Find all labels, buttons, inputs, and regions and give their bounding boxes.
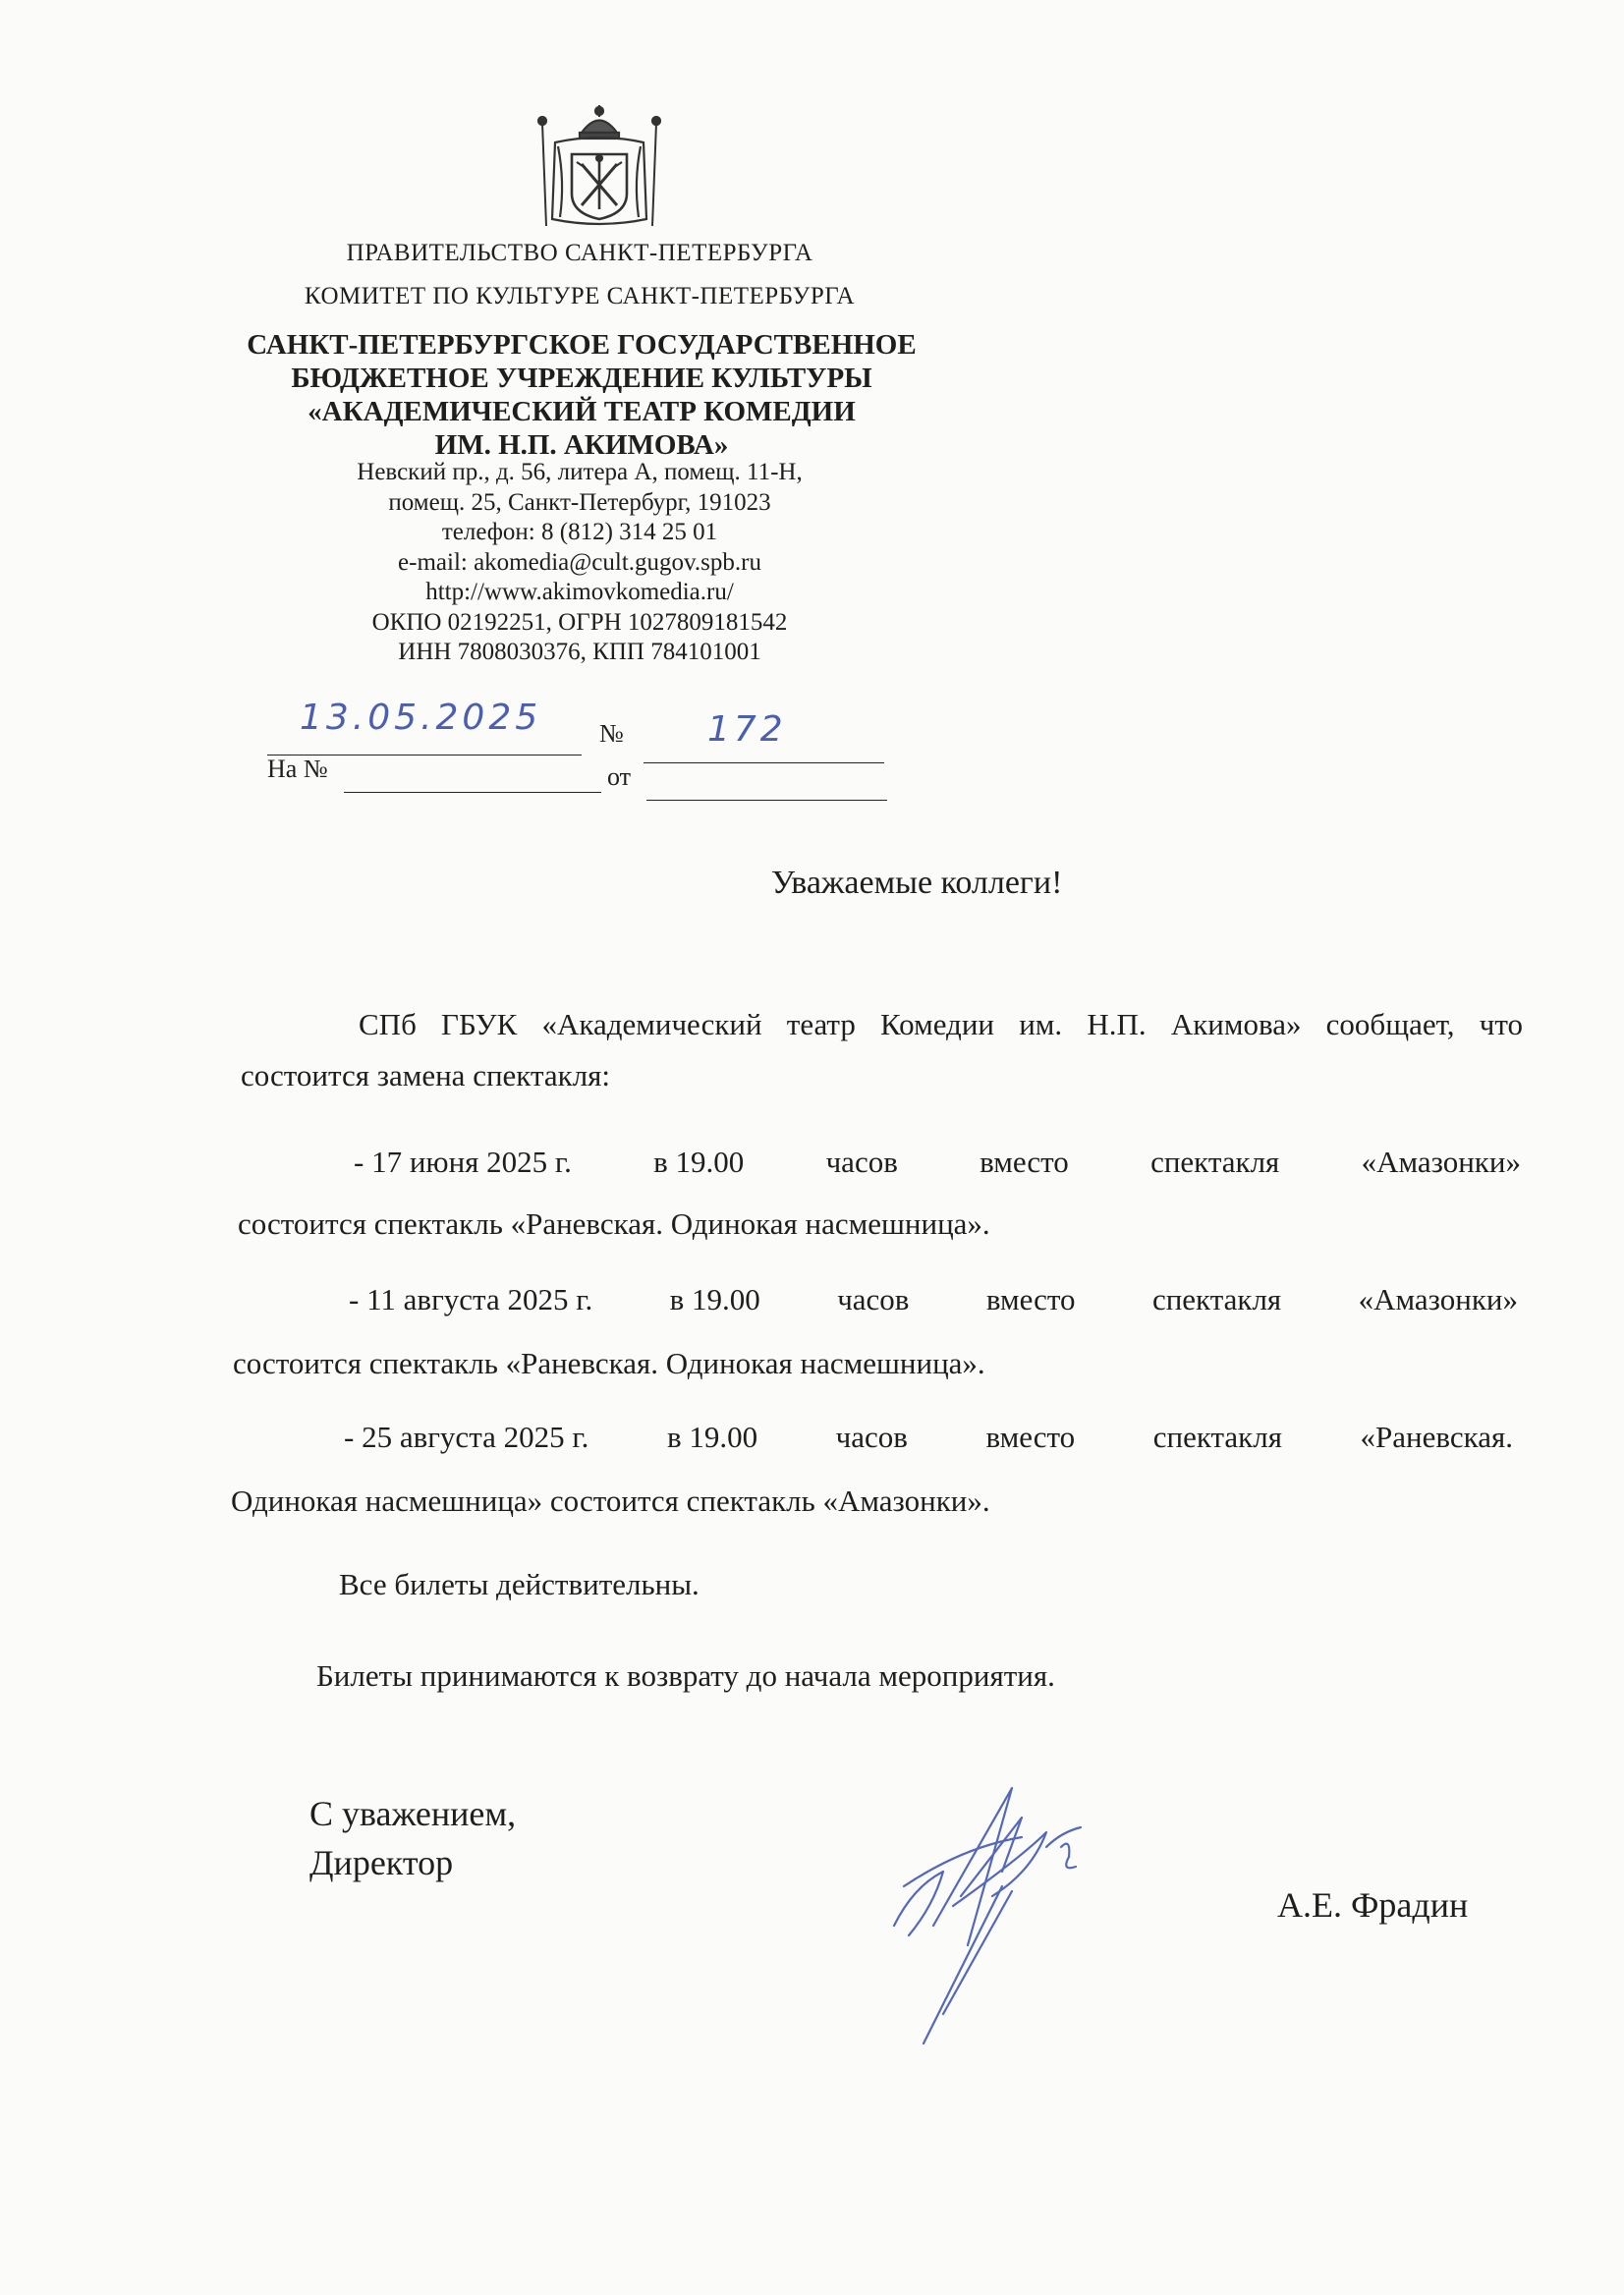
inn-line: ИНН 7808030376, КПП 784101001 — [398, 639, 761, 665]
word: вместо — [985, 1420, 1076, 1454]
greeting: Уважаемые коллеги! — [771, 865, 1063, 901]
handwritten-number: 172 — [707, 709, 787, 750]
item-time: в 19.00 — [669, 1282, 760, 1316]
intro-line-2: состоится замена спектакля: — [241, 1058, 611, 1092]
website-line: http://www.akimovkomedia.ru/ — [425, 579, 734, 605]
word: «Академический — [541, 1007, 762, 1041]
tickets-return-note: Билеты принимаются к возврату до начала мероприятия. — [316, 1658, 1055, 1693]
word: часов — [835, 1420, 908, 1454]
signer-position: Директор — [309, 1843, 454, 1882]
phone-line: телефон: 8 (812) 314 25 01 — [441, 519, 718, 545]
item-date: - 11 августа 2025 г. — [349, 1282, 593, 1316]
word: спектакля — [1152, 1420, 1282, 1454]
number-underline — [644, 762, 884, 763]
word: сообщает, — [1325, 1007, 1455, 1041]
word: Комедии — [880, 1007, 995, 1041]
word: театр — [786, 1007, 856, 1041]
reference-underline — [344, 792, 601, 793]
handwritten-signature-icon — [874, 1778, 1130, 2053]
word: Акимова» — [1170, 1007, 1302, 1041]
item-date: - 17 июня 2025 г. — [354, 1145, 572, 1179]
address-line: помещ. 25, Санкт-Петербург, 191023 — [388, 488, 771, 516]
word: спектакля — [1151, 1282, 1282, 1316]
committee-heading: КОМИТЕТ ПО КУЛЬТУРЕ САНКТ-ПЕТЕРБУРГА — [304, 283, 856, 309]
org-line: САНКТ-ПЕТЕРБУРГСКОЕ ГОСУДАРСТВЕННОЕ — [247, 329, 917, 361]
org-line: ИМ. Н.П. АКИМОВА» — [434, 429, 729, 461]
word: часов — [837, 1282, 910, 1316]
from-underline — [646, 800, 887, 801]
schedule-item-3-line-1 — [344, 1420, 1513, 1455]
word: им. — [1019, 1007, 1063, 1041]
address-line: Невский пр., д. 56, литера А, помещ. 11-Н, — [357, 459, 803, 485]
number-label: № — [599, 719, 624, 748]
intro-line-1 — [359, 1007, 1523, 1042]
word: вместо — [985, 1282, 1076, 1316]
schedule-item-3-line-2: Одинокая насмешница» состоится спектакль «Амазонки». — [231, 1483, 990, 1518]
word: СПб — [359, 1007, 417, 1041]
closing-regards: С уважением, — [309, 1794, 517, 1833]
item-time: в 19.00 — [666, 1420, 758, 1454]
signer-name: А.Е. Фрадин — [1277, 1885, 1469, 1925]
schedule-item-1-line-2: состоится спектакль «Раневская. Одинокая насмешница». — [238, 1206, 990, 1241]
organization-name — [228, 328, 935, 462]
from-label: от — [607, 762, 632, 791]
word: вместо — [980, 1145, 1069, 1179]
okpo-line: ОКПО 02192251, ОГРН 1027809181542 — [371, 608, 788, 636]
word: спектакля — [1150, 1145, 1280, 1179]
schedule-item-1-line-1 — [354, 1145, 1521, 1180]
word: часов — [825, 1145, 898, 1179]
tickets-valid-note: Все билеты действительны. — [339, 1567, 700, 1601]
schedule-item-2-line-2: состоится спектакль «Раневская. Одинокая насмешница». — [233, 1346, 985, 1380]
coat-of-arms-icon — [531, 103, 668, 236]
word: что — [1479, 1007, 1523, 1041]
handwritten-date: 13.05.2025 — [300, 698, 542, 738]
org-line: БЮДЖЕТНОЕ УЧРЕЖДЕНИЕ КУЛЬТУРЫ — [291, 363, 872, 394]
word: Н.П. — [1087, 1007, 1147, 1041]
org-line: «АКАДЕМИЧЕСКИЙ ТЕАТР КОМЕДИИ — [308, 396, 856, 427]
address-block — [236, 458, 924, 668]
item-time: в 19.00 — [653, 1145, 745, 1179]
government-heading: ПРАВИТЕЛЬСТВО САНКТ-ПЕТЕРБУРГА — [346, 240, 813, 266]
item-date: - 25 августа 2025 г. — [344, 1420, 589, 1454]
word: ГБУК — [441, 1007, 518, 1041]
schedule-item-2-line-1 — [349, 1282, 1518, 1317]
email-line: e-mail: akomedia@cult.gugov.spb.ru — [398, 548, 761, 576]
word: «Амазонки» — [1358, 1282, 1518, 1316]
word: «Раневская. — [1360, 1420, 1513, 1454]
word: «Амазонки» — [1361, 1145, 1521, 1179]
reference-label: На № — [267, 755, 328, 783]
